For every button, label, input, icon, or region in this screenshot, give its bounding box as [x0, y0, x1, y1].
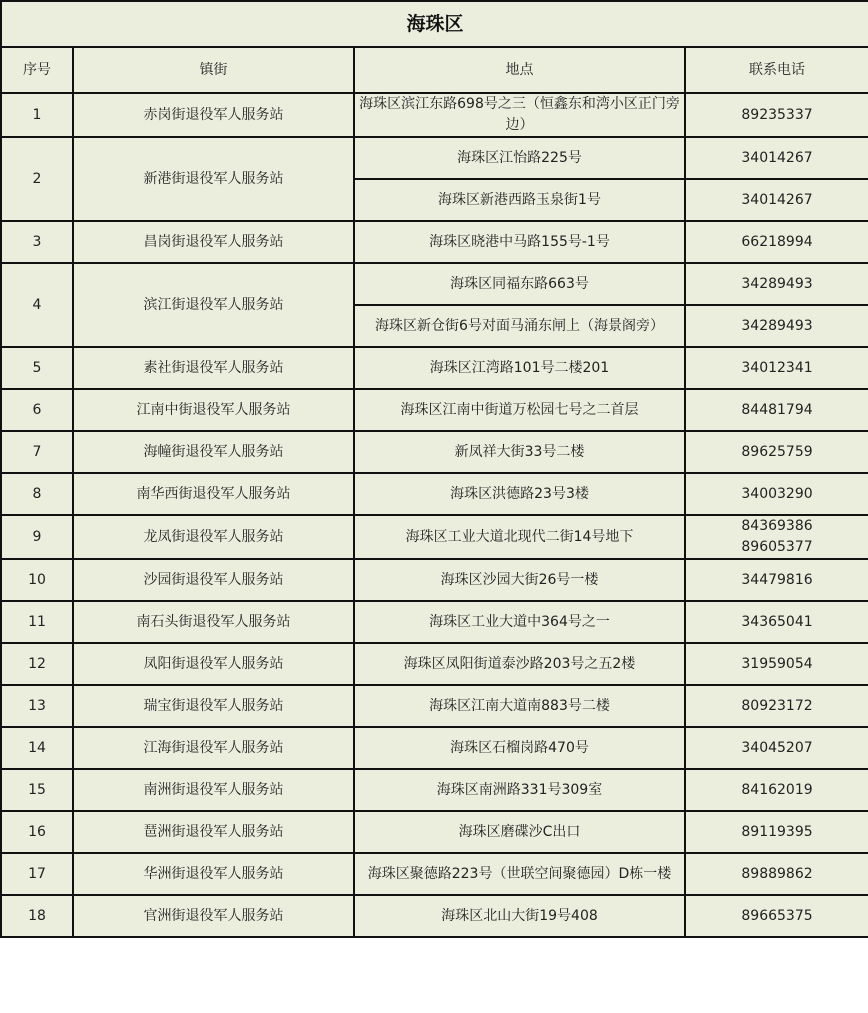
table-row — [1, 221, 868, 263]
row-phone: 80923172 — [685, 685, 868, 727]
row-address: 海珠区新仓街6号对面马涌东闸上（海景阁旁） — [354, 305, 685, 347]
row-street: 南华西街退役军人服务站 — [73, 473, 354, 515]
row-address: 海珠区工业大道北现代二街14号地下 — [354, 515, 685, 559]
row-no: 12 — [1, 643, 73, 685]
table-row — [1, 389, 868, 431]
row-no: 6 — [1, 389, 73, 431]
row-phone: 66218994 — [685, 221, 868, 263]
row-phone: 89119395 — [685, 811, 868, 853]
row-address: 海珠区沙园大街26号一楼 — [354, 559, 685, 601]
row-street: 南石头街退役军人服务站 — [73, 601, 354, 643]
header-phone: 联系电话 — [685, 47, 868, 93]
table-row — [1, 895, 868, 937]
table-row — [1, 473, 868, 515]
row-no: 10 — [1, 559, 73, 601]
table-row — [1, 431, 868, 473]
table-row — [1, 137, 868, 179]
row-address: 海珠区滨江东路698号之三（恒鑫东和湾小区正门旁边） — [354, 93, 685, 137]
row-address: 海珠区同福东路663号 — [354, 263, 685, 305]
header-no: 序号 — [1, 47, 73, 93]
table-row — [1, 769, 868, 811]
row-address: 海珠区北山大街19号408 — [354, 895, 685, 937]
row-phone — [685, 515, 868, 559]
row-no: 1 — [1, 93, 73, 137]
row-street: 江海街退役军人服务站 — [73, 727, 354, 769]
row-phone: 34014267 — [685, 179, 868, 221]
row-no: 18 — [1, 895, 73, 937]
header-street: 镇街 — [73, 47, 354, 93]
row-no: 8 — [1, 473, 73, 515]
table-row — [1, 515, 868, 559]
row-address: 海珠区江怡路225号 — [354, 137, 685, 179]
row-no: 14 — [1, 727, 73, 769]
table-row — [1, 727, 868, 769]
phone-primary: 84369386 — [741, 518, 813, 534]
header-address: 地点 — [354, 47, 685, 93]
table-row — [1, 93, 868, 137]
table-row — [1, 685, 868, 727]
row-street: 瑞宝街退役军人服务站 — [73, 685, 354, 727]
row-street: 素社街退役军人服务站 — [73, 347, 354, 389]
table-row — [1, 263, 868, 305]
row-address: 海珠区磨碟沙C出口 — [354, 811, 685, 853]
row-street: 沙园街退役军人服务站 — [73, 559, 354, 601]
row-street: 琶洲街退役军人服务站 — [73, 811, 354, 853]
table-title: 海珠区 — [1, 1, 868, 47]
row-street: 昌岗街退役军人服务站 — [73, 221, 354, 263]
row-phone: 84481794 — [685, 389, 868, 431]
row-phone: 89235337 — [685, 93, 868, 137]
row-street: 海幢街退役军人服务站 — [73, 431, 354, 473]
row-no: 15 — [1, 769, 73, 811]
row-address: 海珠区江南中街道万松园七号之二首层 — [354, 389, 685, 431]
row-no: 2 — [1, 137, 73, 221]
row-address: 海珠区新港西路玉泉街1号 — [354, 179, 685, 221]
row-phone: 89665375 — [685, 895, 868, 937]
row-phone: 31959054 — [685, 643, 868, 685]
row-phone: 89889862 — [685, 853, 868, 895]
row-no: 5 — [1, 347, 73, 389]
row-address: 海珠区凤阳街道泰沙路203号之五2楼 — [354, 643, 685, 685]
row-street: 华洲街退役军人服务站 — [73, 853, 354, 895]
row-phone: 34003290 — [685, 473, 868, 515]
row-street: 新港街退役军人服务站 — [73, 137, 354, 221]
row-address: 海珠区晓港中马路155号-1号 — [354, 221, 685, 263]
row-phone: 34289493 — [685, 263, 868, 305]
row-street: 官洲街退役军人服务站 — [73, 895, 354, 937]
row-phone: 34289493 — [685, 305, 868, 347]
table-row — [1, 853, 868, 895]
row-address: 海珠区工业大道中364号之一 — [354, 601, 685, 643]
row-street: 滨江街退役军人服务站 — [73, 263, 354, 347]
row-phone: 34014267 — [685, 137, 868, 179]
row-address: 海珠区南洲路331号309室 — [354, 769, 685, 811]
phone-secondary: 89605377 — [741, 539, 813, 555]
table-row — [1, 347, 868, 389]
row-no: 17 — [1, 853, 73, 895]
row-no: 3 — [1, 221, 73, 263]
row-phone: 89625759 — [685, 431, 868, 473]
row-phone: 84162019 — [685, 769, 868, 811]
row-no: 7 — [1, 431, 73, 473]
row-address: 海珠区聚德路223号（世联空间聚德园）D栋一楼 — [354, 853, 685, 895]
row-street: 龙凤街退役军人服务站 — [73, 515, 354, 559]
row-address: 海珠区江湾路101号二楼201 — [354, 347, 685, 389]
row-address: 海珠区洪德路23号3楼 — [354, 473, 685, 515]
row-address: 新凤祥大街33号二楼 — [354, 431, 685, 473]
row-phone: 34012341 — [685, 347, 868, 389]
title-row — [1, 1, 868, 47]
table-row — [1, 811, 868, 853]
row-no: 9 — [1, 515, 73, 559]
row-address: 海珠区江南大道南883号二楼 — [354, 685, 685, 727]
table-row — [1, 559, 868, 601]
row-address: 海珠区石榴岗路470号 — [354, 727, 685, 769]
row-street: 赤岗街退役军人服务站 — [73, 93, 354, 137]
header-row — [1, 47, 868, 93]
row-no: 4 — [1, 263, 73, 347]
row-street: 江南中街退役军人服务站 — [73, 389, 354, 431]
row-street: 南洲街退役军人服务站 — [73, 769, 354, 811]
row-phone: 34479816 — [685, 559, 868, 601]
row-phone: 34045207 — [685, 727, 868, 769]
row-street: 凤阳街退役军人服务站 — [73, 643, 354, 685]
table-row — [1, 643, 868, 685]
table-row — [1, 601, 868, 643]
row-no: 16 — [1, 811, 73, 853]
row-no: 11 — [1, 601, 73, 643]
row-no: 13 — [1, 685, 73, 727]
row-phone: 34365041 — [685, 601, 868, 643]
